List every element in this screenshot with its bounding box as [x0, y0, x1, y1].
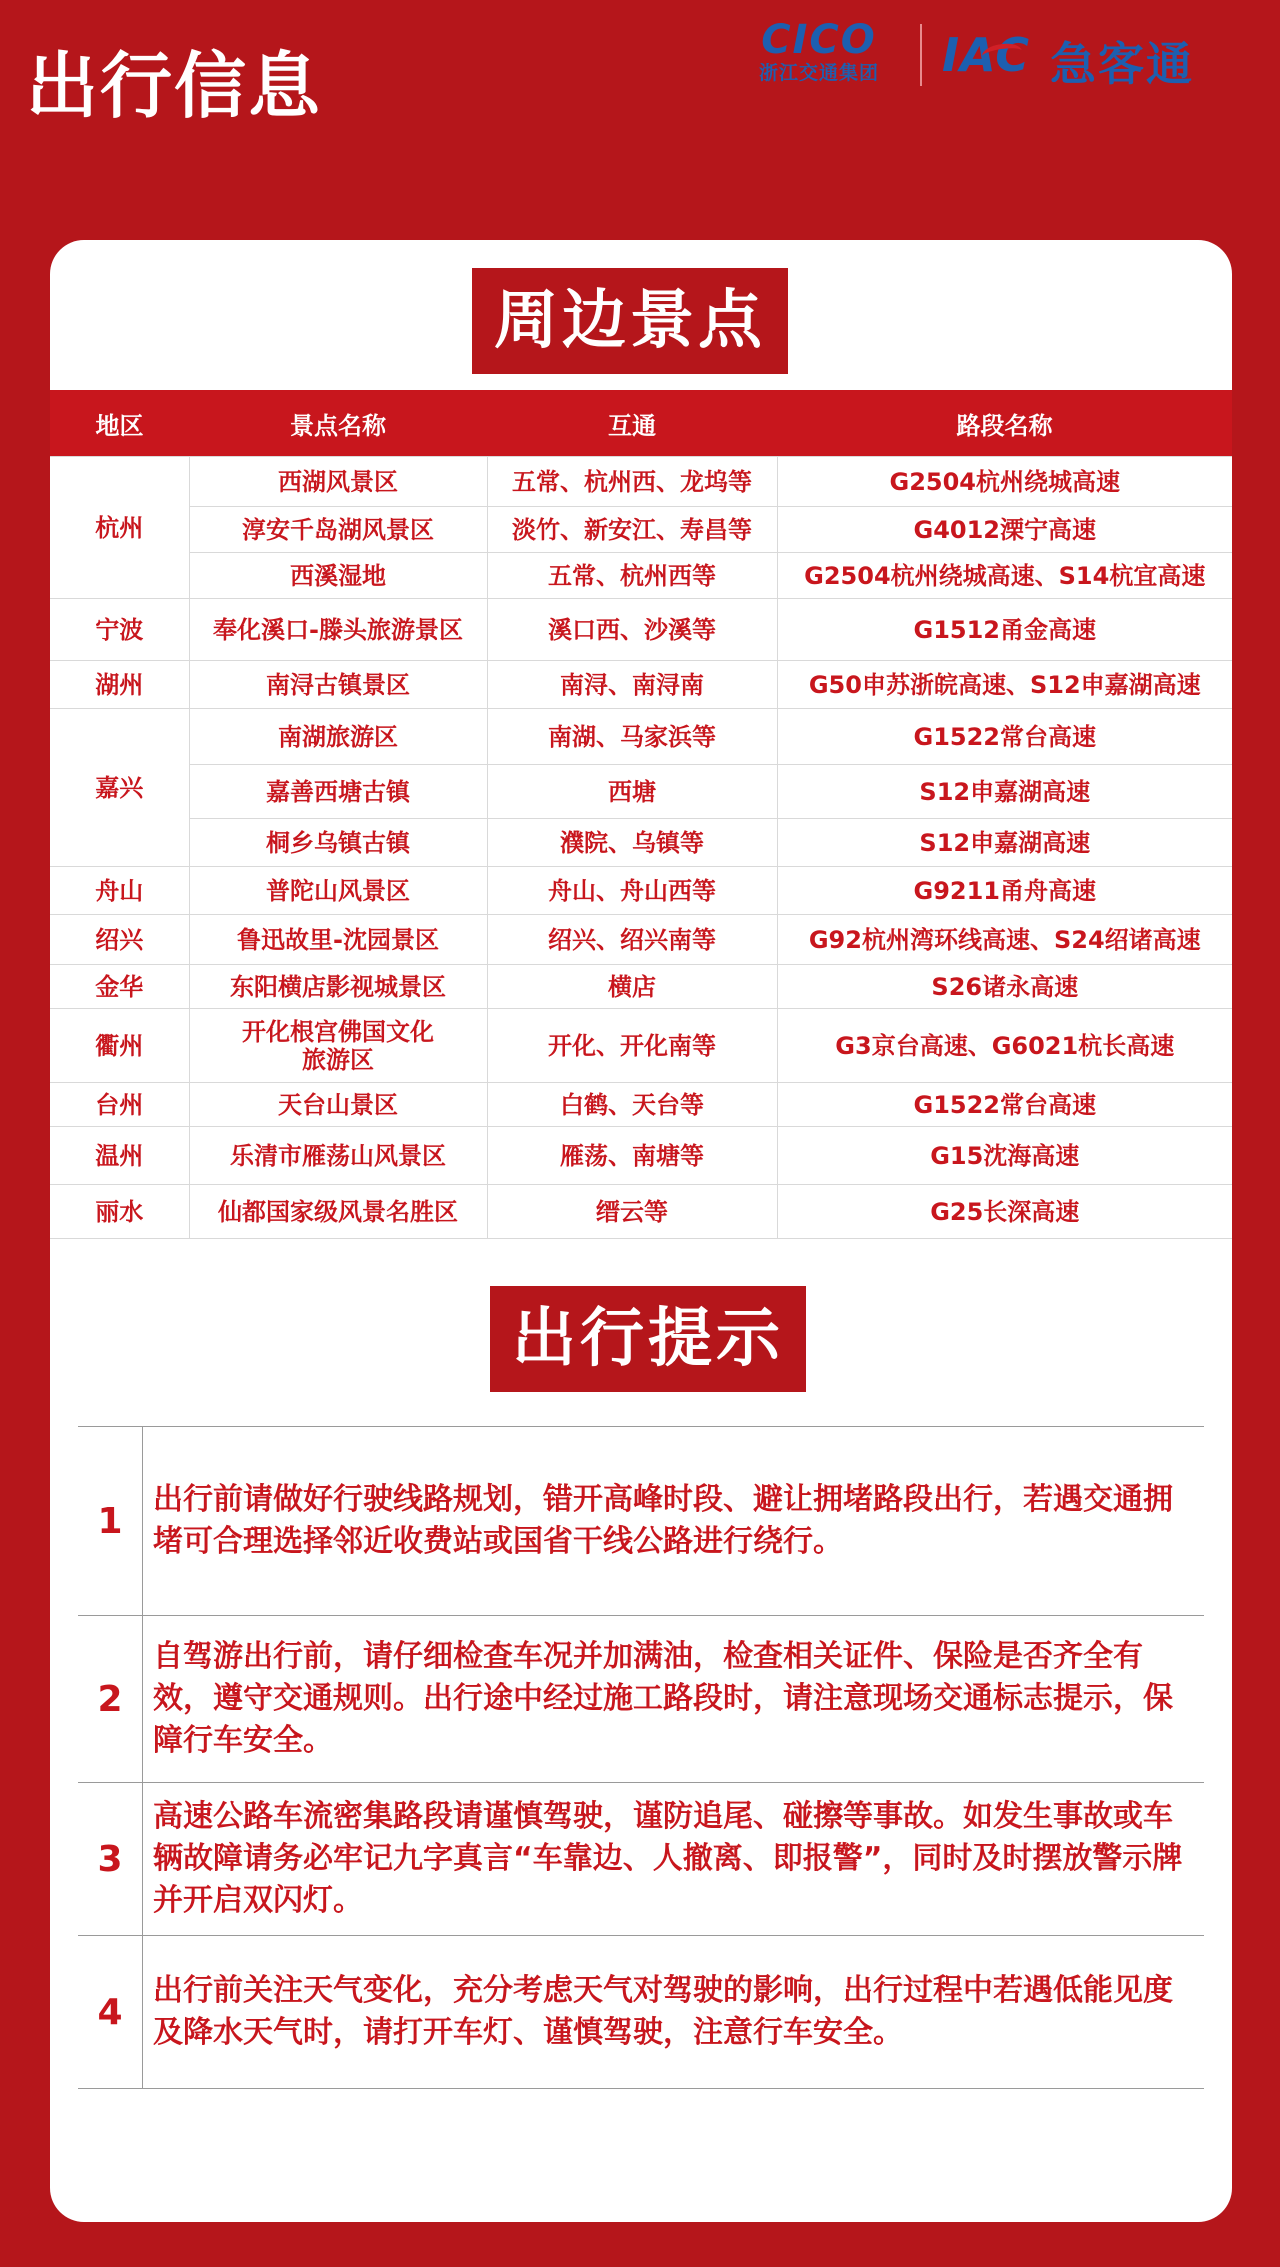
- interchange-cell: 白鹤、天台等: [487, 1083, 777, 1127]
- tip-item: [78, 1783, 1204, 1936]
- scenic-name-cell: 仙都国家级风景名胜区: [189, 1185, 487, 1239]
- attractions-table: [50, 390, 1232, 1239]
- region-cell: 衢州: [50, 1009, 189, 1083]
- tip-number: 4: [78, 1936, 143, 2088]
- interchange-cell: 淡竹、新安江、寿昌等: [487, 507, 777, 553]
- cico-logo-word: CICO: [761, 17, 877, 63]
- tip-number: 3: [78, 1783, 143, 1935]
- interchange-cell: 濮院、乌镇等: [487, 819, 777, 867]
- scenic-name-cell: 天台山景区: [189, 1083, 487, 1127]
- interchange-cell: 雁荡、南塘等: [487, 1127, 777, 1185]
- scenic-name-cell: 乐清市雁荡山风景区: [189, 1127, 487, 1185]
- region-cell: 杭州: [50, 457, 189, 599]
- iac-logo-word: IAC: [942, 28, 1031, 82]
- scenic-name-cell: 奉化溪口-滕头旅游景区: [189, 599, 487, 661]
- interchange-cell: 南湖、马家浜等: [487, 709, 777, 765]
- road-name-cell: S12申嘉湖高速: [777, 819, 1232, 867]
- region-cell: 嘉兴: [50, 709, 189, 867]
- interchange-cell: 五常、杭州西等: [487, 553, 777, 599]
- road-name-cell: G15沈海高速: [777, 1127, 1232, 1185]
- attractions-banner: 周边景点: [472, 268, 788, 374]
- page-title: 出行信息: [26, 44, 323, 128]
- table-row: [50, 1083, 1232, 1127]
- table-row: [50, 1127, 1232, 1185]
- table-row: [50, 765, 1232, 819]
- region-cell: 绍兴: [50, 915, 189, 965]
- header-logos: [734, 17, 1254, 91]
- tip-item: [78, 1936, 1204, 2089]
- iac-logo: [942, 24, 1254, 91]
- table-row: [50, 1185, 1232, 1239]
- interchange-cell: 舟山、舟山西等: [487, 867, 777, 915]
- cico-logo: [734, 18, 904, 84]
- table-row: [50, 1009, 1232, 1083]
- tip-text: 出行前关注天气变化，充分考虑天气对驾驶的影响，出行过程中若遇低能见度及降水天气时，请打开车灯、谨慎驾驶，注意行车安全。: [153, 1973, 1173, 2050]
- road-name-cell: G50申苏浙皖高速、S12申嘉湖高速: [777, 661, 1232, 709]
- interchange-cell: 横店: [487, 965, 777, 1009]
- road-name-cell: S12申嘉湖高速: [777, 765, 1232, 819]
- logo-divider: [920, 24, 922, 86]
- tip-text: 高速公路车流密集路段请谨慎驾驶，谨防追尾、碰擦等事故。如发生事故或车辆故障请务必牢记九字真言“车靠边、人撤离、即报警”，同时及时摆放警示牌并开启双闪灯。: [153, 1799, 1183, 1918]
- table-row: [50, 709, 1232, 765]
- interchange-cell: 南浔、南浔南: [487, 661, 777, 709]
- header-region: 地区: [50, 390, 189, 457]
- road-name-cell: G1522常台高速: [777, 1083, 1232, 1127]
- table-row: [50, 507, 1232, 553]
- region-cell: 温州: [50, 1127, 189, 1185]
- road-name-cell: G25长深高速: [777, 1185, 1232, 1239]
- road-name-cell: G92杭州湾环线高速、S24绍诸高速: [777, 915, 1232, 965]
- tips-list: [78, 1426, 1204, 2089]
- region-cell: 舟山: [50, 867, 189, 915]
- scenic-name-cell: 西湖风景区: [189, 457, 487, 507]
- scenic-name-cell: 西溪湿地: [189, 553, 487, 599]
- region-cell: 丽水: [50, 1185, 189, 1239]
- table-row: [50, 457, 1232, 507]
- region-cell: 金华: [50, 965, 189, 1009]
- scenic-name-cell: 桐乡乌镇古镇: [189, 819, 487, 867]
- road-name-cell: G2504杭州绕城高速、S14杭宜高速: [777, 553, 1232, 599]
- region-cell: 宁波: [50, 599, 189, 661]
- road-name-cell: G9211甬舟高速: [777, 867, 1232, 915]
- road-name-cell: G4012溧宁高速: [777, 507, 1232, 553]
- scenic-name-cell: 东阳横店影视城景区: [189, 965, 487, 1009]
- tip-text: 自驾游出行前，请仔细检查车况并加满油，检查相关证件、保险是否齐全有效，遵守交通规则。出行途中经过施工路段时，请注意现场交通标志提示，保障行车安全。: [153, 1639, 1173, 1758]
- interchange-cell: 缙云等: [487, 1185, 777, 1239]
- region-cell: 湖州: [50, 661, 189, 709]
- scenic-name-cell: 普陀山风景区: [189, 867, 487, 915]
- header-scenic-name: 景点名称: [189, 390, 487, 457]
- road-name-cell: G2504杭州绕城高速: [777, 457, 1232, 507]
- scenic-name-cell: 淳安千岛湖风景区: [189, 507, 487, 553]
- interchange-cell: 五常、杭州西、龙坞等: [487, 457, 777, 507]
- interchange-cell: 西塘: [487, 765, 777, 819]
- table-row: [50, 661, 1232, 709]
- content-card: [50, 240, 1232, 2222]
- header-road-name: 路段名称: [777, 390, 1232, 457]
- table-row: [50, 819, 1232, 867]
- tips-banner: 出行提示: [490, 1286, 806, 1392]
- road-name-cell: S26诸永高速: [777, 965, 1232, 1009]
- road-name-cell: G1512甬金高速: [777, 599, 1232, 661]
- table-header-row: [50, 390, 1232, 457]
- tip-text: 出行前请做好行驶线路规划，错开高峰时段、避让拥堵路段出行，若遇交通拥堵可合理选择邻近收费站或国省干线公路进行绕行。: [153, 1482, 1173, 1559]
- region-cell: 台州: [50, 1083, 189, 1127]
- scenic-name-cell: [189, 1009, 487, 1083]
- table-row: [50, 915, 1232, 965]
- scenic-name-line: 开化根宫佛国文化: [242, 1017, 434, 1046]
- cico-logo-subtitle: 浙江交通集团: [758, 62, 879, 84]
- iac-logo-chinese: 急客通: [1050, 37, 1194, 91]
- table-row: [50, 553, 1232, 599]
- tip-item: [78, 1616, 1204, 1783]
- table-row: [50, 965, 1232, 1009]
- interchange-cell: 溪口西、沙溪等: [487, 599, 777, 661]
- scenic-name-cell: 南浔古镇景区: [189, 661, 487, 709]
- scenic-name-cell: 嘉善西塘古镇: [189, 765, 487, 819]
- scenic-name-cell: 鲁迅故里-沈园景区: [189, 915, 487, 965]
- interchange-cell: 开化、开化南等: [487, 1009, 777, 1083]
- table-row: [50, 599, 1232, 661]
- interchange-cell: 绍兴、绍兴南等: [487, 915, 777, 965]
- scenic-name-line: 旅游区: [302, 1045, 374, 1074]
- scenic-name-cell: 南湖旅游区: [189, 709, 487, 765]
- header-interchange: 互通: [487, 390, 777, 457]
- tip-item: [78, 1427, 1204, 1616]
- table-row: [50, 867, 1232, 915]
- tip-number: 1: [78, 1427, 143, 1615]
- tip-number: 2: [78, 1616, 143, 1782]
- road-name-cell: G1522常台高速: [777, 709, 1232, 765]
- road-name-cell: G3京台高速、G6021杭长高速: [777, 1009, 1232, 1083]
